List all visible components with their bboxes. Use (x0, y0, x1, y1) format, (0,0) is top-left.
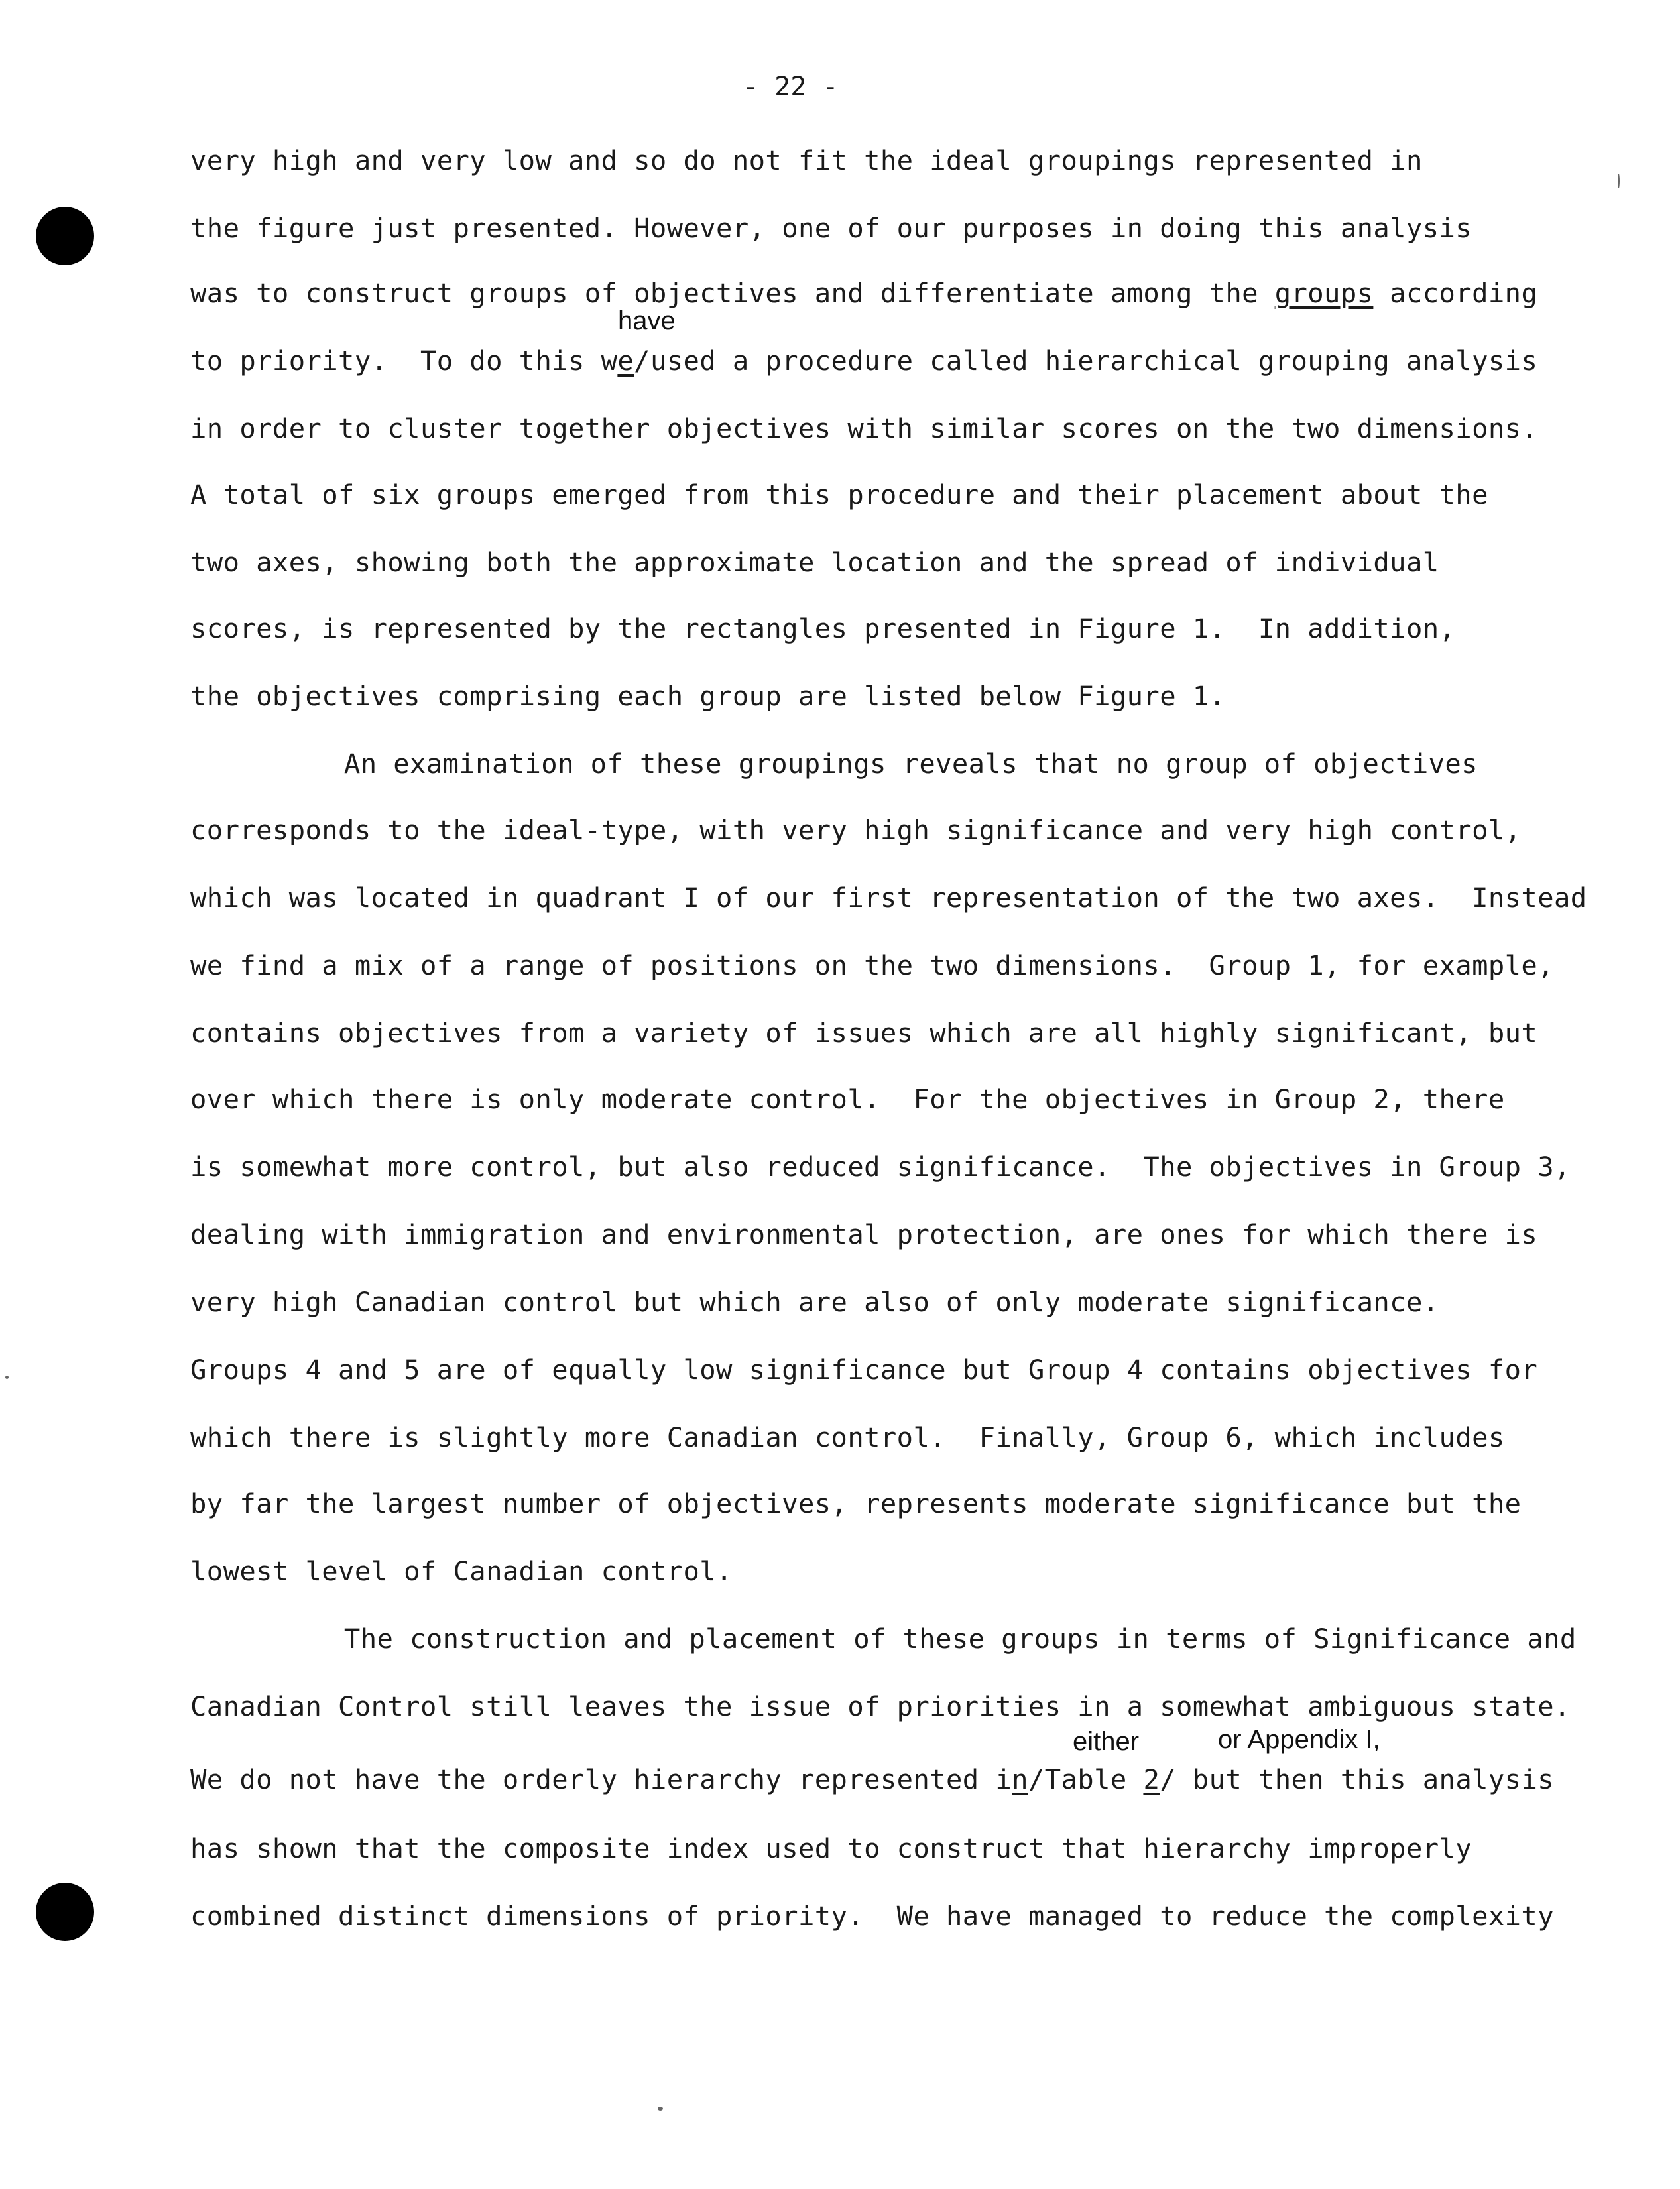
text-line: lowest level of Canadian control. (190, 1555, 733, 1587)
text-line: was to construct groups of objectives and differentiate among the groups according (190, 277, 1538, 309)
text-line: is somewhat more control, but also reduced significance. The objectives in Group 3, (190, 1151, 1571, 1183)
binder-hole-top (36, 207, 94, 265)
text-line: very high Canadian control but which are also of only moderate significance. (190, 1286, 1439, 1318)
text-line: corresponds to the ideal-type, with very high significance and very high control, (190, 814, 1522, 846)
text-line: combined distinct dimensions of priority. We have managed to reduce the complexity (190, 1900, 1554, 1932)
text-line: contains objectives from a variety of issues which are all highly significant, but (190, 1017, 1538, 1049)
text-line: we find a mix of a range of positions on the two dimensions. Group 1, for example, (190, 949, 1554, 981)
text-line: two axes, showing both the approximate location and the spread of individual (190, 546, 1439, 578)
text-line: very high and very low and so do not fit the ideal groupings represented in (190, 145, 1423, 176)
text-line: the figure just presented. However, one of our purposes in doing this analysis (190, 212, 1472, 244)
page-number: - 22 - (743, 72, 839, 102)
text-line: over which there is only moderate control. For the objectives in Group 2, there (190, 1083, 1505, 1115)
text-line: A total of six groups emerged from this procedure and their placement about the (190, 479, 1488, 510)
binder-hole-bottom (36, 1883, 94, 1941)
text-line: An examination of these groupings reveals that no group of objectives (262, 748, 1478, 780)
text-line: which was located in quadrant I of our first representation of the two axes. Instead (190, 882, 1587, 914)
text-line: which there is slightly more Canadian control. Finally, Group 6, which includes (190, 1421, 1505, 1453)
text-line: scores, is represented by the rectangles presented in Figure 1. In addition, (190, 613, 1456, 644)
insertion-either: either (1073, 1727, 1140, 1756)
text-line: dealing with immigration and environmental protection, are ones for which there is (190, 1218, 1538, 1250)
text-line: The construction and placement of these groups in terms of Significance and (262, 1623, 1577, 1655)
text-line: to priority. To do this we/used a procedure called hierarchical grouping analysis (190, 345, 1538, 377)
text-line: We do not have the orderly hierarchy represented in/Table 2/ but then this analysis (190, 1763, 1555, 1795)
insertion-have: have (618, 306, 676, 335)
scan-speck (658, 2107, 663, 2111)
insertion-appendix: or Appendix I, (1218, 1725, 1380, 1754)
text-line: Canadian Control still leaves the issue of priorities in a somewhat ambiguous state. (190, 1690, 1571, 1722)
scan-speck (5, 1376, 9, 1379)
scan-speck (1618, 174, 1620, 188)
text-line: Groups 4 and 5 are of equally low significance but Group 4 contains objectives for (190, 1354, 1538, 1386)
text-line: the objectives comprising each group are listed below Figure 1. (190, 680, 1226, 712)
text-line: by far the largest number of objectives, represents moderate significance but the (190, 1488, 1522, 1519)
text-line: in order to cluster together objectives with similar scores on the two dimensions. (190, 412, 1538, 444)
text-line: has shown that the composite index used to construct that hierarchy improperly (190, 1832, 1472, 1864)
